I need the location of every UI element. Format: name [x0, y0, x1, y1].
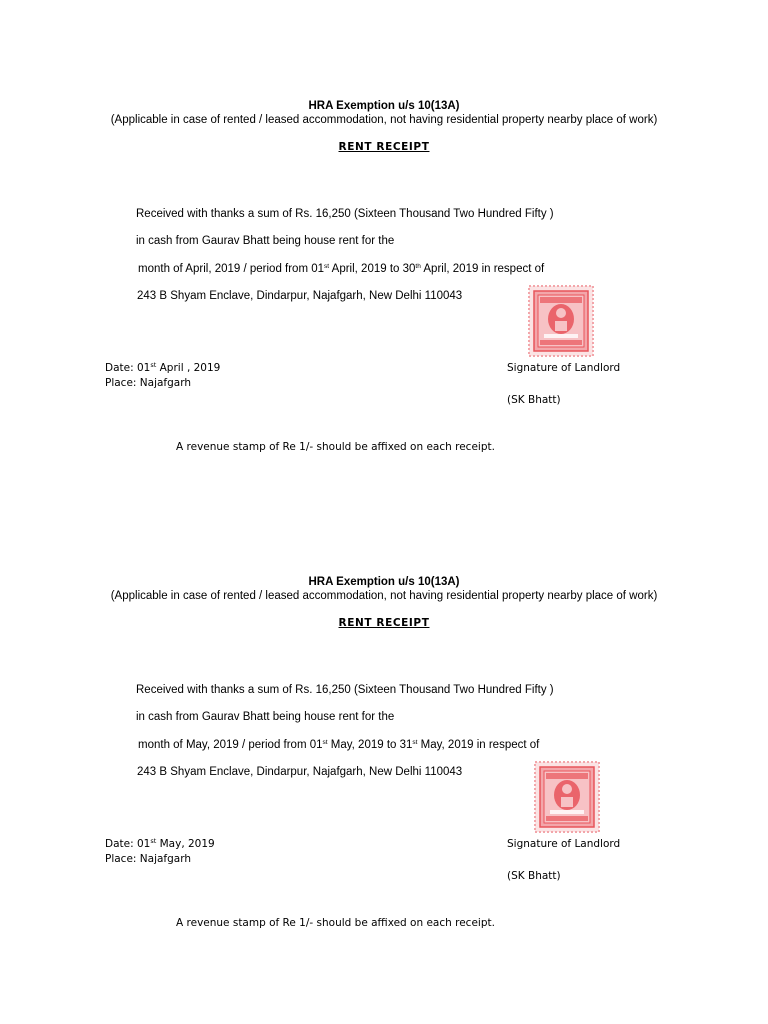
rent-receipt-april: [0, 0, 768, 453]
period-line: month of April, 2019 / period from 01st April, 2019 to 30th April, 2019 in respect of: [138, 263, 545, 275]
payer-line: in cash from Gaurav Bhatt being house rent for the: [136, 711, 395, 723]
landlord-name: (SK Bhatt): [507, 870, 561, 882]
receipt-title: RENT RECEIPT: [338, 141, 430, 153]
receipt-subheading: (Applicable in case of rented / leased accommodation, not having residential property nearby place of work): [110, 590, 658, 602]
amount-line: Received with thanks a sum of Rs. 16,250 (Sixteen Thousand Two Hundred Fifty ): [136, 208, 554, 220]
period-line: month of May, 2019 / period from 01st May, 2019 to 31st May, 2019 in respect of: [138, 739, 540, 751]
receipt-subheading: (Applicable in case of rented / leased accommodation, not having residential property nearby place of work): [110, 114, 658, 126]
revenue-stamp-icon: [528, 285, 594, 357]
revenue-stamp-icon: [534, 761, 600, 833]
receipt-place: Place: Najafgarh: [105, 377, 192, 389]
payer-line: in cash from Gaurav Bhatt being house rent for the: [136, 235, 395, 247]
amount-line: Received with thanks a sum of Rs. 16,250 (Sixteen Thousand Two Hundred Fifty ): [136, 684, 554, 696]
property-address: 243 B Shyam Enclave, Dindarpur, Najafgarh, New Delhi 110043: [137, 766, 463, 778]
property-address: 243 B Shyam Enclave, Dindarpur, Najafgarh, New Delhi 110043: [137, 290, 463, 302]
signature-label: Signature of Landlord: [507, 362, 621, 374]
receipt-date: Date: 01st April , 2019: [105, 361, 221, 374]
receipt-heading: HRA Exemption u/s 10(13A): [308, 576, 460, 588]
receipt-date: Date: 01st May, 2019: [105, 837, 215, 850]
signature-label: Signature of Landlord: [507, 838, 621, 850]
revenue-stamp-note: A revenue stamp of Re 1/- should be affixed on each receipt.: [176, 917, 495, 929]
landlord-name: (SK Bhatt): [507, 394, 561, 406]
rent-receipt-may: [0, 476, 768, 929]
revenue-stamp-note: A revenue stamp of Re 1/- should be affixed on each receipt.: [176, 441, 495, 453]
receipt-title: RENT RECEIPT: [338, 617, 430, 629]
receipt-place: Place: Najafgarh: [105, 853, 192, 865]
receipt-heading: HRA Exemption u/s 10(13A): [308, 100, 460, 112]
